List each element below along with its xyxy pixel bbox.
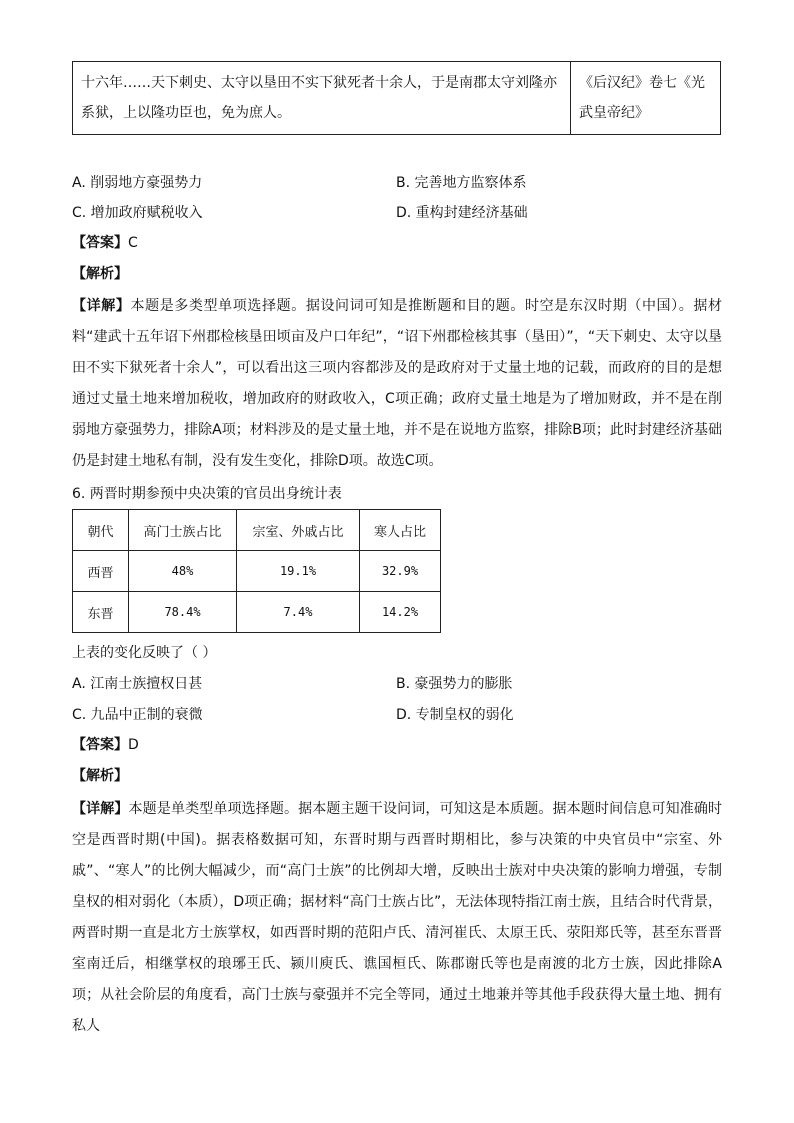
table-cell: 48% <box>129 551 237 592</box>
table-cell-dynasty: 西晋 <box>73 551 129 592</box>
q6-options-row-2 <box>72 702 732 728</box>
q6-option-d: D. 专制皇权的弱化 <box>396 707 514 723</box>
q6-detail <box>72 794 723 1034</box>
stats-table <box>72 509 441 633</box>
table-cell-dynasty: 东晋 <box>73 592 129 633</box>
table-row <box>73 551 441 592</box>
q6-option-c: C. 九品中正制的衰微 <box>72 707 203 723</box>
q6-question: 上表的变化反映了（ ） <box>72 645 217 661</box>
source-table <box>72 61 721 135</box>
table-cell: 7.4% <box>237 592 360 633</box>
q5-detail <box>72 291 722 477</box>
q6-answer <box>72 732 139 758</box>
answer-value: C <box>128 235 138 251</box>
answer-label: 【答案】 <box>72 235 128 251</box>
table-header-cell: 高门士族占比 <box>129 510 237 551</box>
q5-options-row-1 <box>72 170 732 196</box>
table-cell: 14.2% <box>360 592 441 633</box>
table-header-cell: 朝代 <box>73 510 129 551</box>
q6-option-a: A. 江南士族擅权日甚 <box>72 676 203 692</box>
q5-option-c: C. 增加政府赋税收入 <box>72 205 203 221</box>
table-cell: 78.4% <box>129 592 237 633</box>
detail-text: 本题是多类型单项选择题。据设问词可知是推断题和目的题。时空是东汉时期（中国）。据材料“建武十五年诏下州郡检核垦田顷亩及户口年纪”，“诏下州郡检核其事（垦田）”，“天下刺史、太守以垦田不实下狱死者十余人”，可以看出这三项内容都涉及的是政府对于丈量土地的记载，而政府的目的是想通过丈量土地来增加税收，增加政府的财政收入，C项正确；政府丈量土地是为了增加财政，并不是在削弱地方豪强势力，排除A项；材料涉及的是丈量土地，并不是在说地方监察，排除B项；此时封建经济基础仍是封建土地私有制，没有发生变化，排除D项。故选C项。 <box>72 298 723 469</box>
detail-text: 本题是单类型单项选择题。据本题主题干设问词，可知这是本质题。据本题时间信息可知准确时空是西晋时期(中国)。据表格数据可知，东晋时期与西晋时期相比，参与决策的中央官员中“宗室、外戚”、“寒人”的比例大幅减少，而“高门士族”的比例却大增，反映出士族对中央决策的影响力增强，专制皇权的相对弱化（本质），D项正确；据材料“高门士族占比”，无法体现特指江南士族，且结合时代背景，两晋时期一直是北方士族掌权，如西晋时期的范阳卢氏、清河崔氏、太原王氏、荥阳郑氏等，甚至东晋晋室南迁后，相继掌权的琅琊王氏、颍川庾氏、谯国桓氏、陈郡谢氏等也是南渡的北方士族，因此排除A项；从社会阶层的角度看，高门士族与豪强并不完全等同，通过土地兼并等其他手段获得大量土地、拥有私人 <box>72 801 723 1034</box>
table-cell: 32.9% <box>360 551 441 592</box>
q6-analysis-label: 【解析】 <box>72 768 128 784</box>
q5-options-row-2 <box>72 200 732 226</box>
q5-option-d: D. 重构封建经济基础 <box>396 205 528 221</box>
answer-value: D <box>128 737 139 753</box>
table-cell: 19.1% <box>237 551 360 592</box>
q6-options-row-1 <box>72 671 732 697</box>
q5-analysis-label: 【解析】 <box>72 266 128 282</box>
q6-option-b: B. 豪强势力的膨胀 <box>396 676 513 692</box>
detail-label: 【详解】 <box>72 298 131 314</box>
q5-answer <box>72 230 138 256</box>
answer-label: 【答案】 <box>72 737 128 753</box>
table-header-row <box>73 510 441 551</box>
source-citation: 《后汉纪》卷七《光武皇帝纪》 <box>571 62 721 135</box>
table-row <box>73 592 441 633</box>
table-header-cell: 寒人占比 <box>360 510 441 551</box>
q5-option-b: B. 完善地方监察体系 <box>396 175 527 191</box>
q5-option-a: A. 削弱地方豪强势力 <box>72 175 203 191</box>
table-header-cell: 宗室、外戚占比 <box>237 510 360 551</box>
source-table-row <box>73 62 721 135</box>
detail-label: 【详解】 <box>72 801 129 817</box>
source-quote: 十六年……天下刺史、太守以垦田不实下狱死者十余人，于是南郡太守刘隆亦系狱，上以隆功臣也，免为庶人。 <box>73 62 571 135</box>
q6-title: 6. 两晋时期参预中央决策的官员出身统计表 <box>72 486 342 502</box>
